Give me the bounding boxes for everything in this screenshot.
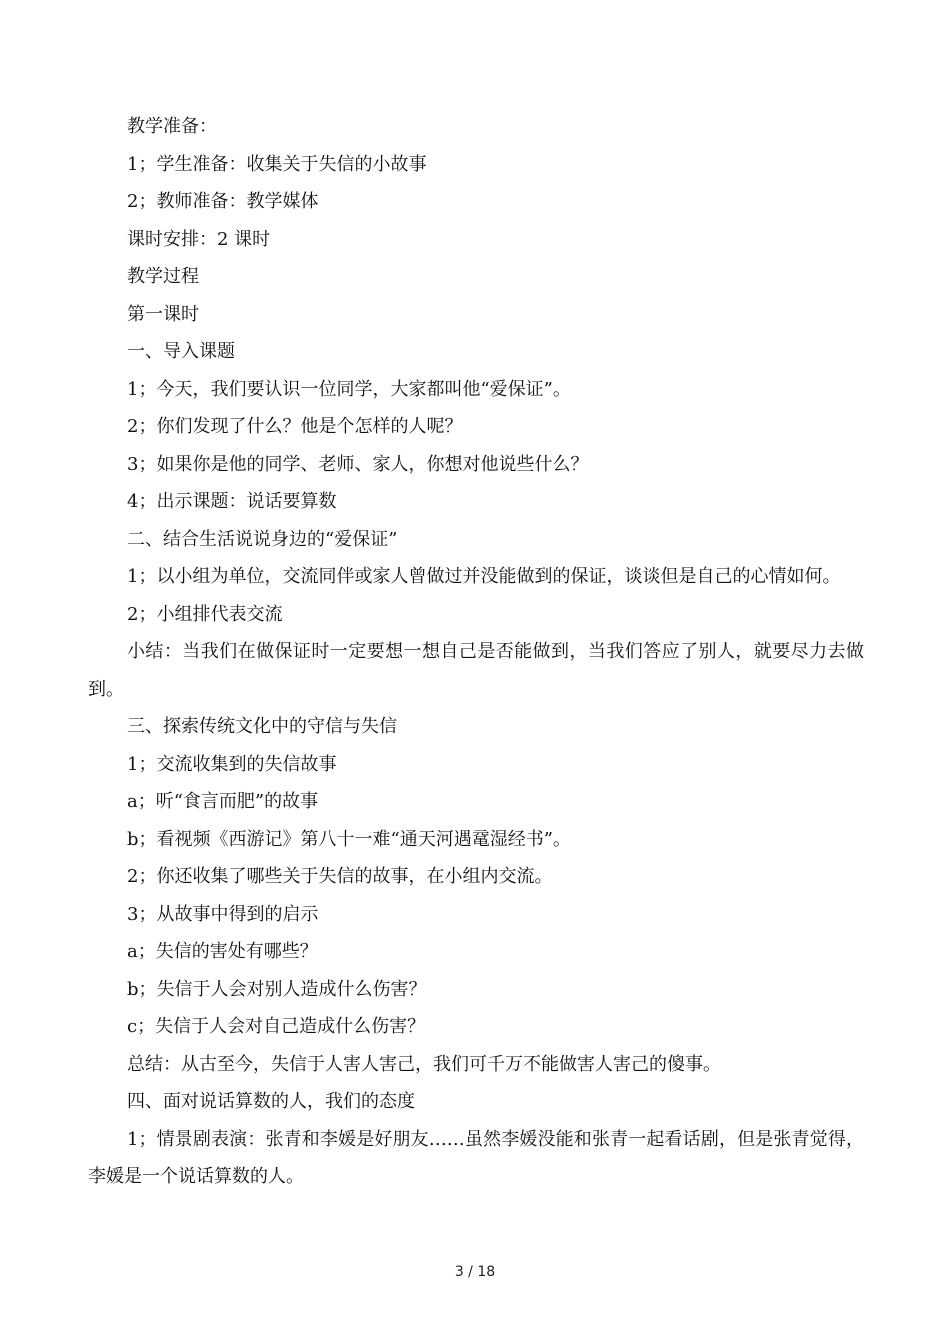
conclusion-line: 总结：从古至今，失信于人害人害己，我们可千万不能做害人害己的傻事。 — [127, 1053, 721, 1075]
text-paragraph: 1；情景剧表演：张青和李媛是好朋友……虽然李媛没能和张青一起看话剧，但是张青觉得，李媛是一个说话算数的人。 — [88, 1128, 864, 1187]
page-number: 3 / 18 — [454, 1264, 496, 1280]
document-body — [88, 108, 864, 1196]
text-line: c；失信于人会对自己造成什么伤害？ — [127, 1016, 426, 1037]
text-line: 2；你还收集了哪些关于失信的故事，在小组内交流。 — [127, 866, 553, 887]
text-line: 1；交流收集到的失信故事 — [127, 753, 337, 775]
section-heading-teaching-process: 教学过程 — [127, 266, 199, 287]
text-line: 课时安排：2 课时 — [127, 228, 271, 250]
text-line: 2；你们发现了什么？他是个怎样的人呢？ — [127, 416, 463, 437]
section-heading-teaching-prep: 教学准备： — [127, 116, 217, 137]
text-line: a；听“食言而肥”的故事 — [127, 791, 319, 812]
summary-paragraph: 小结：当我们在做保证时一定要想一想自己是否能做到，当我们答应了别人，就要尽力去做到。 — [88, 641, 864, 700]
text-line: 3；如果你是他的同学、老师、家人，你想对他说些什么？ — [127, 453, 589, 475]
section-heading-2: 二、结合生活说说身边的“爱保证” — [127, 528, 398, 550]
text-line: b；失信于人会对别人造成什么伤害？ — [127, 978, 427, 1000]
section-heading-first-lesson: 第一课时 — [127, 303, 199, 325]
text-paragraph: 1；以小组为单位，交流同伴或家人曾做过并没能做到的保证，谈谈但是自己的心情如何。 — [127, 566, 841, 587]
text-line: 3；从故事中得到的启示 — [127, 903, 319, 925]
text-line: 2；教师准备：教学媒体 — [127, 191, 319, 212]
text-line: a；失信的害处有哪些？ — [127, 941, 318, 962]
text-line: b；看视频《西游记》第八十一难“通天河遇鼋湿经书”。 — [127, 828, 571, 850]
section-heading-4: 四、面对说话算数的人，我们的态度 — [127, 1091, 415, 1112]
section-heading-3: 三、探索传统文化中的守信与失信 — [127, 716, 397, 737]
text-line: 2；小组排代表交流 — [127, 603, 283, 625]
section-heading-1: 一、导入课题 — [127, 341, 235, 362]
text-line: 4；出示课题：说话要算数 — [127, 491, 337, 512]
text-line: 1；今天，我们要认识一位同学，大家都叫他“爱保证”。 — [127, 378, 571, 400]
text-line: 1；学生准备：收集关于失信的小故事 — [127, 153, 427, 175]
